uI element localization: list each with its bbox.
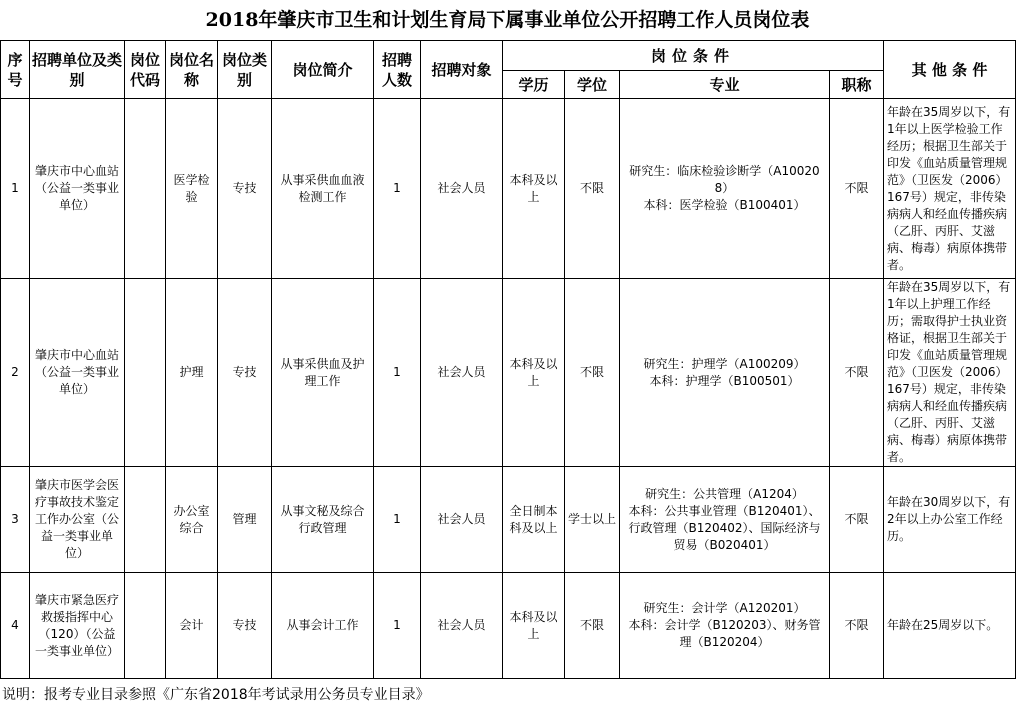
cell-other: 年龄在25周岁以下。 [884,573,1016,679]
cell-other: 年龄在30周岁以下，有2年以上办公室工作经历。 [884,467,1016,573]
cell-degree: 学士以上 [565,467,620,573]
cell-code [125,467,166,573]
cell-seq: 2 [1,279,30,467]
header-title-rank: 职称 [830,71,884,99]
cell-unit: 肇庆市中心血站（公益一类事业单位） [30,279,125,467]
cell-code [125,99,166,279]
cell-type: 专技 [218,99,272,279]
header-intro: 岗位简介 [272,41,374,99]
cell-target: 社会人员 [421,467,503,573]
cell-type: 专技 [218,279,272,467]
cell-count: 1 [374,467,421,573]
cell-count: 1 [374,99,421,279]
cell-name: 会计 [166,573,218,679]
header-row [1,41,1016,71]
header-name: 岗位名称 [166,41,218,99]
cell-seq: 4 [1,573,30,679]
cell-seq: 1 [1,99,30,279]
cell-degree: 不限 [565,99,620,279]
header-major: 专业 [620,71,830,99]
cell-type: 专技 [218,573,272,679]
cell-major: 研究生：会计学（A120201） 本科：会计学（B120203）、财务管理（B120204） [620,573,830,679]
header-conditions: 岗位条件 [503,41,884,71]
cell-count: 1 [374,573,421,679]
page-title: 2018年肇庆市卫生和计划生育局下属事业单位公开招聘工作人员岗位表 [205,9,810,31]
table-row [1,467,1016,573]
cell-name: 护理 [166,279,218,467]
header-seq: 序号 [1,41,30,99]
cell-intro: 从事会计工作 [272,573,374,679]
cell-count: 1 [374,279,421,467]
cell-unit: 肇庆市医学会医疗事故技术鉴定工作办公室（公益一类事业单位） [30,467,125,573]
cell-title-rank: 不限 [830,99,884,279]
cell-name: 办公室综合 [166,467,218,573]
header-other: 其 他 条 件 [884,41,1016,99]
cell-intro: 从事文秘及综合行政管理 [272,467,374,573]
cell-degree: 不限 [565,279,620,467]
cell-title-rank: 不限 [830,467,884,573]
cell-education: 本科及以上 [503,99,565,279]
header-code: 岗位代码 [125,41,166,99]
table-row [1,99,1016,279]
header-count: 招聘人数 [374,41,421,99]
cell-title-rank: 不限 [830,573,884,679]
cell-other: 年龄在35周岁以下，有1年以上医学检验工作经历；根据卫生部关于印发《血站质量管理规范》（卫医发（2006）167号）规定，非传染病病人和经血传播疾病（乙肝、丙肝、艾滋病、梅毒）病原体携带者。 [884,99,1016,279]
cell-target: 社会人员 [421,99,503,279]
table-row [1,279,1016,467]
cell-education: 本科及以上 [503,279,565,467]
cell-major: 研究生：护理学（A100209） 本科：护理学（B100501） [620,279,830,467]
header-unit: 招聘单位及类别 [30,41,125,99]
cell-major: 研究生：公共管理（A1204） 本科：公共事业管理（B120401）、行政管理（B120402）、国际经济与贸易（B020401） [620,467,830,573]
cell-education: 全日制本科及以上 [503,467,565,573]
cell-code [125,279,166,467]
cell-target: 社会人员 [421,279,503,467]
positions-table [0,40,1016,679]
cell-name: 医学检验 [166,99,218,279]
footnote: 说明：报考专业目录参照《广东省2018年考试录用公务员专业目录》 [2,687,430,703]
cell-code [125,573,166,679]
cell-type: 管理 [218,467,272,573]
cell-intro: 从事采供血血液检测工作 [272,99,374,279]
cell-title-rank: 不限 [830,279,884,467]
header-education: 学历 [503,71,565,99]
cell-seq: 3 [1,467,30,573]
cell-target: 社会人员 [421,573,503,679]
cell-other: 年龄在35周岁以下，有1年以上护理工作经历；需取得护士执业资格证，根据卫生部关于印发《血站质量管理规范》（卫医发（2006）167号）规定，非传染病病人和经血传播疾病（乙肝、丙肝、艾滋病、梅毒）病原体携带者。 [884,279,1016,467]
cell-major: 研究生：临床检验诊断学（A100208） 本科：医学检验（B100401） [620,99,830,279]
table-row [1,573,1016,679]
cell-unit: 肇庆市紧急医疗救援指挥中心（120）（公益一类事业单位） [30,573,125,679]
header-target: 招聘对象 [421,41,503,99]
cell-education: 本科及以上 [503,573,565,679]
header-type: 岗位类别 [218,41,272,99]
cell-intro: 从事采供血及护理工作 [272,279,374,467]
header-degree: 学位 [565,71,620,99]
cell-unit: 肇庆市中心血站（公益一类事业单位） [30,99,125,279]
cell-degree: 不限 [565,573,620,679]
